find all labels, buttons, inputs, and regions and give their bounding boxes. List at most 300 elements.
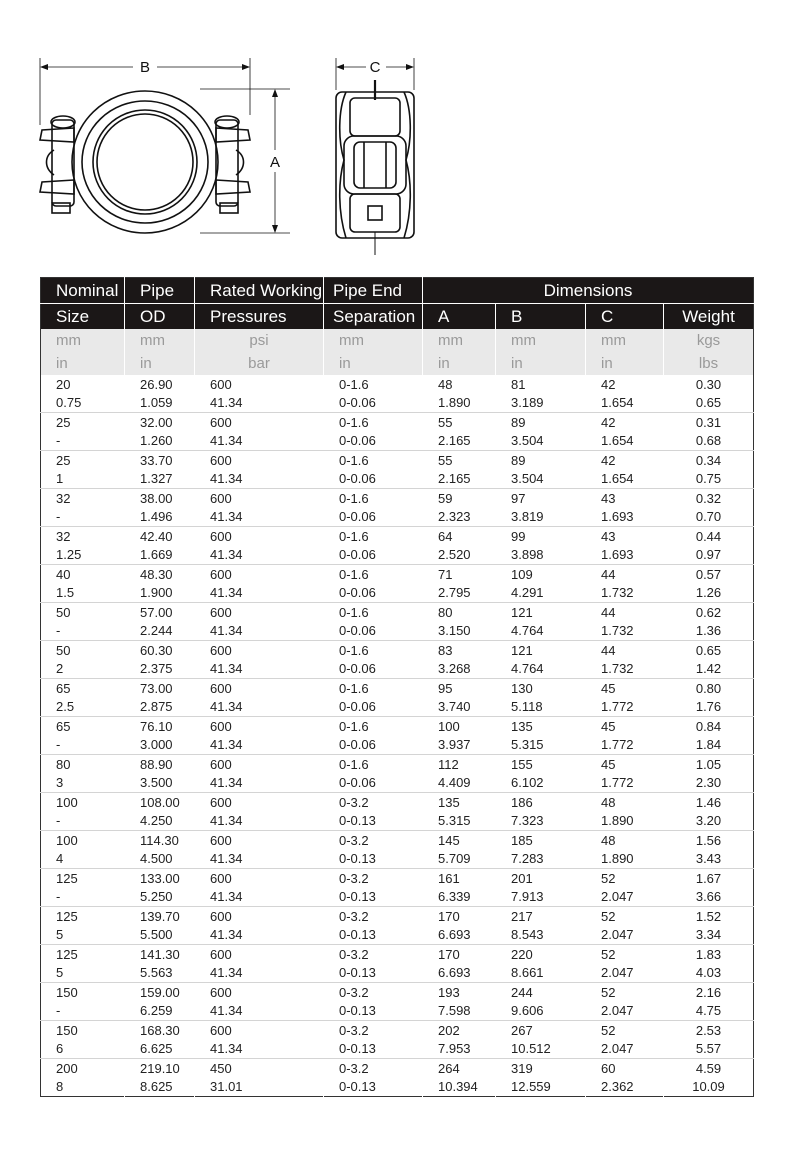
weight-cell xyxy=(664,869,754,907)
unit-cell xyxy=(496,329,586,375)
cell-value: 5.250 xyxy=(140,888,173,904)
cell-value: 168.30 xyxy=(140,1022,180,1038)
cell-value: 6.693 xyxy=(438,964,471,980)
od-cell xyxy=(125,413,195,451)
cell-value: 2.047 xyxy=(601,926,634,942)
cell-value: 41.34 xyxy=(210,622,243,638)
cell-value: 600 xyxy=(210,376,232,392)
unit-metric: psi xyxy=(249,332,269,349)
dim-c-cell xyxy=(586,413,664,451)
weight-cell xyxy=(664,907,754,945)
cell-value: 8 xyxy=(56,1078,64,1094)
cell-value: 55 xyxy=(438,452,453,468)
dim-c-cell xyxy=(586,565,664,603)
cell-value: 0-0.13 xyxy=(339,1040,376,1056)
cell-value: 1.900 xyxy=(140,584,173,600)
cell-value: 41.34 xyxy=(210,1040,243,1056)
cell-value: 65 xyxy=(56,680,71,696)
header-pipe-end: Pipe End xyxy=(324,278,423,304)
cell-value: 88.90 xyxy=(140,756,173,772)
header-dimensions: Dimensions xyxy=(423,278,754,304)
cell-value: 0-1.6 xyxy=(339,566,369,582)
cell-value: 41.34 xyxy=(210,546,243,562)
dimension-label-b: B xyxy=(139,59,151,76)
cell-value: 2.244 xyxy=(140,622,173,638)
cell-value: 0-0.06 xyxy=(339,394,376,410)
cell-value: 2.520 xyxy=(438,546,471,562)
size-cell xyxy=(41,907,125,945)
cell-value: 121 xyxy=(511,604,533,620)
cell-value: 1.654 xyxy=(601,470,634,486)
cell-value: 73.00 xyxy=(140,680,173,696)
dim-a-cell xyxy=(423,945,496,983)
cell-value: - xyxy=(56,888,61,904)
size-cell xyxy=(41,717,125,755)
cell-value: 6 xyxy=(56,1040,64,1056)
cell-value: 600 xyxy=(210,414,232,430)
cell-value: 1.260 xyxy=(140,432,173,448)
cell-value: 89 xyxy=(511,414,526,430)
cell-value: 0-0.13 xyxy=(339,850,376,866)
dimension-label-a: A xyxy=(270,154,281,171)
cell-value: 186 xyxy=(511,794,533,810)
dim-a-cell xyxy=(423,907,496,945)
header-row-2 xyxy=(41,304,754,330)
dim-b-cell xyxy=(496,679,586,717)
cell-value: 217 xyxy=(511,908,533,924)
cell-value: - xyxy=(56,622,61,638)
dim-a-cell xyxy=(423,641,496,679)
dim-c-cell xyxy=(586,983,664,1021)
cell-value: 600 xyxy=(210,832,232,848)
header-b: B xyxy=(496,304,586,330)
cell-value: 600 xyxy=(210,908,232,924)
dim-b-cell xyxy=(496,1059,586,1097)
dim-c-cell xyxy=(586,527,664,565)
side-view-drawing xyxy=(336,58,414,255)
cell-value: 0-0.06 xyxy=(339,508,376,524)
cell-value: 4.291 xyxy=(511,584,544,600)
cell-value: 48.30 xyxy=(140,566,173,582)
cell-value: 5.57 xyxy=(695,1040,722,1056)
weight-cell xyxy=(664,1059,754,1097)
cell-value: 1.890 xyxy=(601,812,634,828)
cell-value: 41.34 xyxy=(210,394,243,410)
size-cell xyxy=(41,945,125,983)
dim-a-cell xyxy=(423,413,496,451)
unit-imperial: in xyxy=(339,355,351,372)
weight-cell xyxy=(664,413,754,451)
header-pressures: Pressures xyxy=(195,304,324,330)
cell-value: 43 xyxy=(601,528,616,544)
unit-cell xyxy=(586,329,664,375)
dim-a-cell xyxy=(423,527,496,565)
dim-c-cell xyxy=(586,451,664,489)
cell-value: 600 xyxy=(210,1022,232,1038)
cell-value: 0-0.06 xyxy=(339,774,376,790)
cell-value: 55 xyxy=(438,414,453,430)
cell-value: 0.62 xyxy=(695,604,722,620)
cell-value: 0-3.2 xyxy=(339,984,369,1000)
header-pipe: Pipe xyxy=(125,278,195,304)
dim-a-cell xyxy=(423,793,496,831)
cell-value: 1.84 xyxy=(695,736,722,752)
cell-value: 4.764 xyxy=(511,660,544,676)
unit-imperial: in xyxy=(511,355,523,372)
cell-value: 41.34 xyxy=(210,470,243,486)
separation-cell xyxy=(324,945,423,983)
dim-b-cell xyxy=(496,565,586,603)
unit-metric: mm xyxy=(339,332,364,349)
cell-value: 0-0.06 xyxy=(339,546,376,562)
cell-value: 45 xyxy=(601,680,616,696)
size-cell xyxy=(41,489,125,527)
cell-value: 5.315 xyxy=(511,736,544,752)
cell-value: 0-3.2 xyxy=(339,1022,369,1038)
dim-b-cell xyxy=(496,375,586,413)
cell-value: 0.75 xyxy=(695,470,722,486)
cell-value: 7.953 xyxy=(438,1040,471,1056)
cell-value: 32 xyxy=(56,528,71,544)
cell-value: 4.250 xyxy=(140,812,173,828)
cell-value: 0-0.06 xyxy=(339,698,376,714)
coupling-drawings xyxy=(0,0,800,270)
dim-b-cell xyxy=(496,907,586,945)
pressure-cell xyxy=(195,451,324,489)
dim-b-cell xyxy=(496,1021,586,1059)
cell-value: 3.937 xyxy=(438,736,471,752)
cell-value: 600 xyxy=(210,642,232,658)
cell-value: 5.118 xyxy=(511,698,543,714)
cell-value: 4 xyxy=(56,850,64,866)
table-row xyxy=(41,451,754,489)
od-cell xyxy=(125,527,195,565)
cell-value: - xyxy=(56,1002,61,1018)
pressure-cell xyxy=(195,945,324,983)
unit-imperial: in xyxy=(140,355,152,372)
weight-cell xyxy=(664,489,754,527)
cell-value: 0.32 xyxy=(695,490,722,506)
dim-b-cell xyxy=(496,641,586,679)
cell-value: 0.30 xyxy=(695,376,722,392)
dim-c-cell xyxy=(586,945,664,983)
cell-value: 0-3.2 xyxy=(339,870,369,886)
unit-cell xyxy=(664,329,754,375)
dim-a-cell xyxy=(423,983,496,1021)
cell-value: 38.00 xyxy=(140,490,173,506)
pressure-cell xyxy=(195,679,324,717)
cell-value: 0-0.06 xyxy=(339,470,376,486)
cell-value: 135 xyxy=(438,794,460,810)
dim-a-cell xyxy=(423,603,496,641)
cell-value: 60 xyxy=(601,1060,616,1076)
cell-value: 2.323 xyxy=(438,508,471,524)
header-size: Size xyxy=(41,304,125,330)
cell-value: 1.693 xyxy=(601,508,634,524)
od-cell xyxy=(125,831,195,869)
cell-value: 10.394 xyxy=(438,1078,478,1094)
cell-value: 5.563 xyxy=(140,964,173,980)
cell-value: 3.504 xyxy=(511,470,544,486)
cell-value: - xyxy=(56,812,61,828)
unit-imperial: in xyxy=(56,355,68,372)
cell-value: 50 xyxy=(56,642,71,658)
cell-value: 219.10 xyxy=(140,1060,180,1076)
cell-value: 52 xyxy=(601,1022,616,1038)
table-row xyxy=(41,945,754,983)
cell-value: 200 xyxy=(56,1060,78,1076)
header-nominal: Nominal xyxy=(41,278,125,304)
cell-value: 1.669 xyxy=(140,546,173,562)
cell-value: 2.047 xyxy=(601,1002,634,1018)
table-row xyxy=(41,755,754,793)
cell-value: 133.00 xyxy=(140,870,180,886)
table-row xyxy=(41,679,754,717)
cell-value: 4.409 xyxy=(438,774,471,790)
cell-value: 1.76 xyxy=(695,698,722,714)
cell-value: 2.30 xyxy=(695,774,722,790)
cell-value: 48 xyxy=(601,832,616,848)
separation-cell xyxy=(324,717,423,755)
table-row xyxy=(41,565,754,603)
dim-a-cell xyxy=(423,375,496,413)
dim-c-cell xyxy=(586,641,664,679)
od-cell xyxy=(125,945,195,983)
cell-value: 5 xyxy=(56,926,64,942)
cell-value: 9.606 xyxy=(511,1002,544,1018)
weight-cell xyxy=(664,793,754,831)
cell-value: 100 xyxy=(56,794,78,810)
cell-value: 0-0.06 xyxy=(339,660,376,676)
cell-value: 5.315 xyxy=(438,812,471,828)
cell-value: 89 xyxy=(511,452,526,468)
cell-value: 100 xyxy=(56,832,78,848)
header-c: C xyxy=(586,304,664,330)
cell-value: 42 xyxy=(601,376,616,392)
cell-value: 319 xyxy=(511,1060,533,1076)
dim-c-cell xyxy=(586,489,664,527)
weight-cell xyxy=(664,983,754,1021)
table-row xyxy=(41,375,754,413)
pressure-cell xyxy=(195,641,324,679)
weight-cell xyxy=(664,603,754,641)
separation-cell xyxy=(324,413,423,451)
od-cell xyxy=(125,451,195,489)
cell-value: 6.693 xyxy=(438,926,471,942)
cell-value: 0-0.13 xyxy=(339,888,376,904)
cell-value: 1.52 xyxy=(695,908,722,924)
cell-value: 264 xyxy=(438,1060,460,1076)
unit-metric: mm xyxy=(140,332,165,349)
dim-a-cell xyxy=(423,1021,496,1059)
cell-value: 1.26 xyxy=(695,584,722,600)
header-rated-working: Rated Working xyxy=(195,278,324,304)
cell-value: 4.764 xyxy=(511,622,544,638)
cell-value: 3.000 xyxy=(140,736,173,752)
cell-value: 150 xyxy=(56,984,78,1000)
separation-cell xyxy=(324,489,423,527)
cell-value: 7.283 xyxy=(511,850,544,866)
specification-table-body xyxy=(41,329,754,1097)
cell-value: 7.598 xyxy=(438,1002,471,1018)
cell-value: 48 xyxy=(438,376,453,392)
table-row xyxy=(41,489,754,527)
cell-value: 0-0.06 xyxy=(339,622,376,638)
cell-value: 2.795 xyxy=(438,584,471,600)
cell-value: 3.150 xyxy=(438,622,471,638)
dim-a-cell xyxy=(423,755,496,793)
cell-value: 0-1.6 xyxy=(339,604,369,620)
cell-value: 135 xyxy=(511,718,533,734)
dim-b-cell xyxy=(496,413,586,451)
dim-c-cell xyxy=(586,375,664,413)
cell-value: 80 xyxy=(438,604,453,620)
cell-value: 202 xyxy=(438,1022,460,1038)
unit-metric: mm xyxy=(511,332,536,349)
cell-value: 1.654 xyxy=(601,432,634,448)
separation-cell xyxy=(324,451,423,489)
unit-cell xyxy=(41,329,125,375)
cell-value: 25 xyxy=(56,452,71,468)
cell-value: 12.559 xyxy=(511,1078,551,1094)
dim-c-cell xyxy=(586,831,664,869)
cell-value: 0-1.6 xyxy=(339,718,369,734)
cell-value: 600 xyxy=(210,490,232,506)
od-cell xyxy=(125,1059,195,1097)
cell-value: 121 xyxy=(511,642,533,658)
separation-cell xyxy=(324,527,423,565)
cell-value: 41.34 xyxy=(210,698,243,714)
cell-value: 4.03 xyxy=(695,964,722,980)
cell-value: 2.375 xyxy=(140,660,173,676)
cell-value: 41.34 xyxy=(210,812,243,828)
unit-cell xyxy=(125,329,195,375)
size-cell xyxy=(41,375,125,413)
cell-value: 0-1.6 xyxy=(339,528,369,544)
table-row xyxy=(41,641,754,679)
pressure-cell xyxy=(195,869,324,907)
cell-value: 3.898 xyxy=(511,546,544,562)
dim-c-cell xyxy=(586,1059,664,1097)
cell-value: 1.732 xyxy=(601,622,634,638)
separation-cell xyxy=(324,869,423,907)
dim-c-cell xyxy=(586,869,664,907)
cell-value: 99 xyxy=(511,528,526,544)
cell-value: 43 xyxy=(601,490,616,506)
cell-value: 2.165 xyxy=(438,432,471,448)
cell-value: 3.740 xyxy=(438,698,471,714)
cell-value: 31.01 xyxy=(210,1078,243,1094)
cell-value: 0.97 xyxy=(695,546,722,562)
cell-value: 4.59 xyxy=(695,1060,722,1076)
cell-value: 3.43 xyxy=(695,850,722,866)
cell-value: 1.059 xyxy=(140,394,173,410)
separation-cell xyxy=(324,793,423,831)
unit-cell xyxy=(423,329,496,375)
cell-value: 600 xyxy=(210,680,232,696)
header-row-1 xyxy=(41,278,754,304)
cell-value: 1.890 xyxy=(601,850,634,866)
cell-value: 1.46 xyxy=(695,794,722,810)
cell-value: 52 xyxy=(601,908,616,924)
cell-value: 71 xyxy=(438,566,453,582)
cell-value: 41.34 xyxy=(210,926,243,942)
size-cell xyxy=(41,1059,125,1097)
cell-value: 2.047 xyxy=(601,1040,634,1056)
cell-value: 40 xyxy=(56,566,71,582)
dim-b-cell xyxy=(496,451,586,489)
cell-value: - xyxy=(56,432,61,448)
cell-value: 0.44 xyxy=(695,528,722,544)
size-cell xyxy=(41,527,125,565)
dim-a-cell xyxy=(423,489,496,527)
cell-value: 52 xyxy=(601,946,616,962)
cell-value: 7.323 xyxy=(511,812,544,828)
cell-value: 125 xyxy=(56,908,78,924)
separation-cell xyxy=(324,679,423,717)
cell-value: 0.75 xyxy=(56,394,82,410)
dim-b-cell xyxy=(496,793,586,831)
cell-value: 6.339 xyxy=(438,888,471,904)
cell-value: 0-1.6 xyxy=(339,414,369,430)
dim-c-cell xyxy=(586,717,664,755)
cell-value: 41.34 xyxy=(210,850,243,866)
cell-value: 41.34 xyxy=(210,660,243,676)
size-cell xyxy=(41,679,125,717)
cell-value: 95 xyxy=(438,680,453,696)
size-cell xyxy=(41,793,125,831)
cell-value: 4.75 xyxy=(695,1002,722,1018)
od-cell xyxy=(125,641,195,679)
od-cell xyxy=(125,869,195,907)
cell-value: 0-3.2 xyxy=(339,1060,369,1076)
cell-value: 48 xyxy=(601,794,616,810)
cell-value: 41.34 xyxy=(210,888,243,904)
cell-value: 6.259 xyxy=(140,1002,173,1018)
pressure-cell xyxy=(195,755,324,793)
cell-value: 0-1.6 xyxy=(339,376,369,392)
cell-value: 3.20 xyxy=(695,812,722,828)
cell-value: 76.10 xyxy=(140,718,173,734)
size-cell xyxy=(41,869,125,907)
separation-cell xyxy=(324,375,423,413)
cell-value: 32.00 xyxy=(140,414,173,430)
weight-cell xyxy=(664,1021,754,1059)
units-row xyxy=(41,329,754,375)
cell-value: 0-1.6 xyxy=(339,756,369,772)
cell-value: 600 xyxy=(210,718,232,734)
cell-value: 0-3.2 xyxy=(339,946,369,962)
table-row xyxy=(41,869,754,907)
pressure-cell xyxy=(195,375,324,413)
weight-cell xyxy=(664,641,754,679)
cell-value: 185 xyxy=(511,832,533,848)
cell-value: 244 xyxy=(511,984,533,1000)
cell-value: 3.819 xyxy=(511,508,544,524)
unit-metric: mm xyxy=(56,332,81,349)
cell-value: 50 xyxy=(56,604,71,620)
cell-value: 8.661 xyxy=(511,964,544,980)
table-row xyxy=(41,983,754,1021)
dim-c-cell xyxy=(586,755,664,793)
od-cell xyxy=(125,793,195,831)
pressure-cell xyxy=(195,489,324,527)
cell-value: 6.102 xyxy=(511,774,544,790)
cell-value: 8.625 xyxy=(140,1078,173,1094)
cell-value: 114.30 xyxy=(140,832,179,848)
cell-value: 141.30 xyxy=(140,946,180,962)
cell-value: 1.890 xyxy=(438,394,471,410)
